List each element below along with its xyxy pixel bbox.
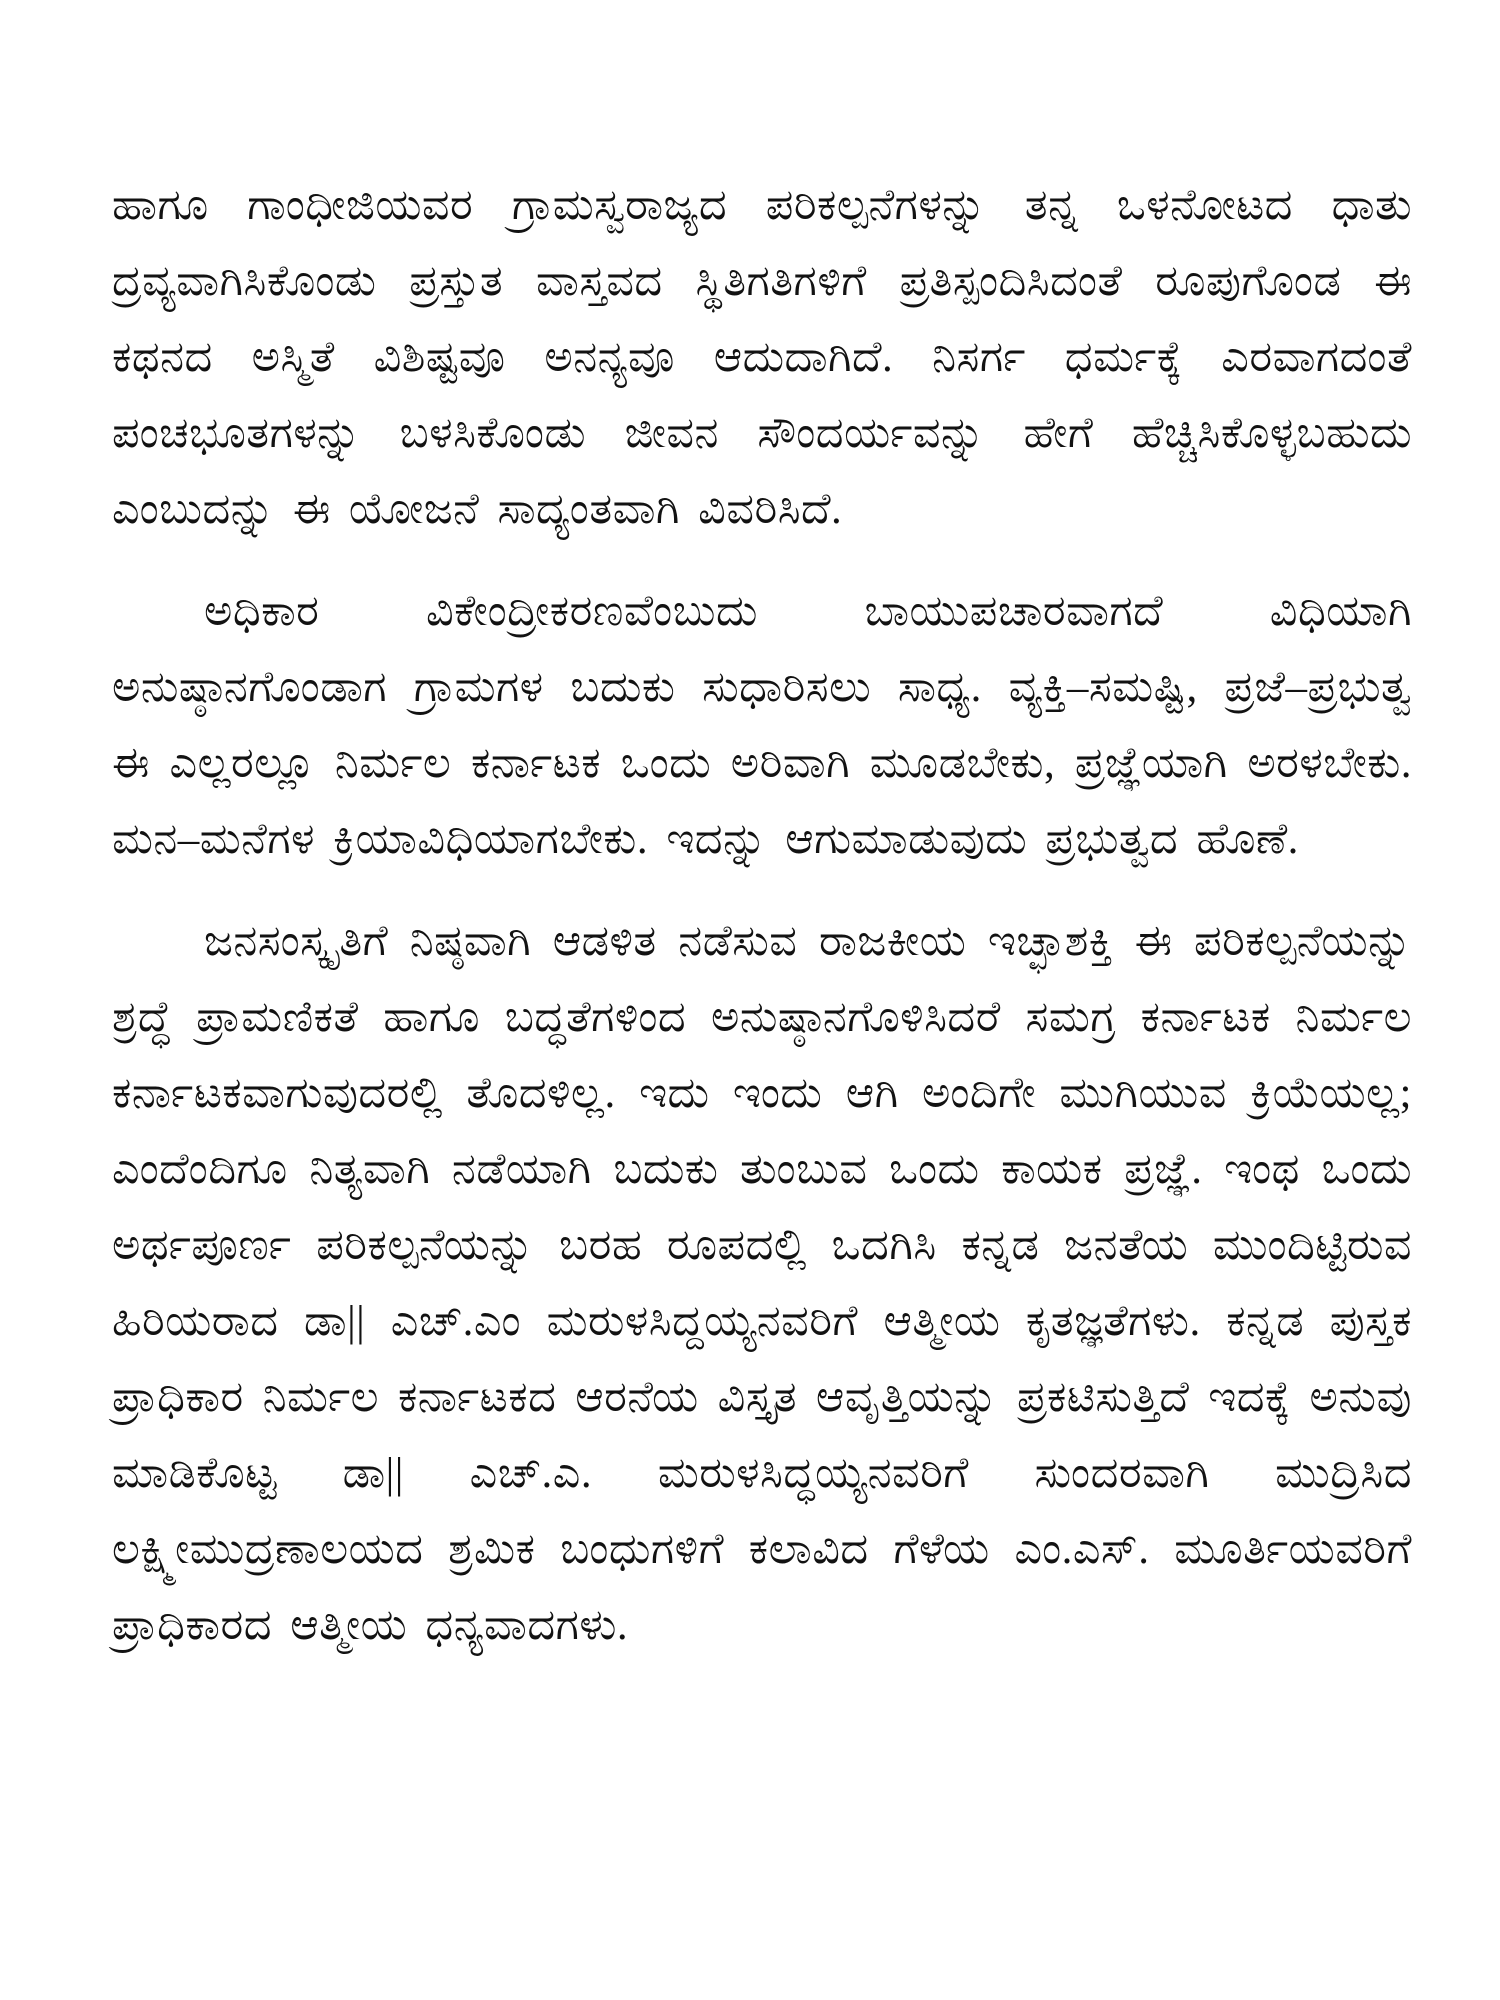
paragraph-3: ಜನಸಂಸ್ಕೃತಿಗೆ ನಿಷ್ಠವಾಗಿ ಆಡಳಿತ ನಡೆಸುವ ರಾಜಕೀಯ ಇಚ್ಛಾಶಕ್ತಿ ಈ ಪರಿಕಲ್ಪನೆಯನ್ನು ಶ್ರದ್ಧೆ ಪ್ರಾಮಣಿಕತೆ ಹಾಗೂ ಬದ್ಧತೆಗಳಿಂದ ಅನುಷ್ಠಾನಗೊಳಿಸಿದರೆ ಸಮಗ್ರ ಕರ್ನಾಟಕ ನಿರ್ಮಲ ಕರ್ನಾಟಕವಾಗುವುದರಲ್ಲಿ ತೊದಳಿಲ್ಲ. ಇದು ಇಂದು ಆಗಿ ಅಂದಿಗೇ ಮುಗಿಯುವ ಕ್ರಿಯೆಯಲ್ಲ; ಎಂದೆಂದಿಗೂ ನಿತ್ಯವಾಗಿ ನಡೆಯಾಗಿ ಬದುಕು ತುಂಬುವ ಒಂದು ಕಾಯಕ ಪ್ರಜ್ಞೆ. ಇಂಥ ಒಂದು ಅರ್ಥಪೂರ್ಣ ಪರಿಕಲ್ಪನೆಯನ್ನು ಬರಹ ರೂಪದಲ್ಲಿ ಒದಗಿಸಿ ಕನ್ನಡ ಜನತೆಯ ಮುಂದಿಟ್ಟಿರುವ ಹಿರಿಯರಾದ ಡಾ|| ಎಚ್.ಎಂ ಮರುಳಸಿದ್ದಯ್ಯನವರಿಗೆ ಆತ್ಮೀಯ ಕೃತಜ್ಞತೆಗಳು. ಕನ್ನಡ ಪುಸ್ತಕ ಪ್ರಾಧಿಕಾರ ನಿರ್ಮಲ ಕರ್ನಾಟಕದ ಆರನೆಯ ವಿಸ್ತೃತ ಆವೃತ್ತಿಯನ್ನು ಪ್ರಕಟಿಸುತ್ತಿದೆ ಇದಕ್ಕೆ ಅನುವು ಮಾಡಿಕೊಟ್ಟ ಡಾ|| ಎಚ್.ಎ. ಮರುಳಸಿದ್ಧಯ್ಯನವರಿಗೆ ಸುಂದರವಾಗಿ ಮುದ್ರಿಸಿದ ಲಕ್ಷ್ಮೀಮುದ್ರಣಾಲಯದ ಶ್ರಮಿಕ ಬಂಧುಗಳಿಗೆ ಕಲಾವಿದ ಗೆಳೆಯ ಎಂ.ಎಸ್. ಮೂರ್ತಿಯವರಿಗೆ ಪ್ರಾಧಿಕಾರದ ಆತ್ಮೀಯ ಧನ್ಯವಾದಗಳು. — [112, 918, 1412, 1649]
paragraph-2: ಅಧಿಕಾರ ವಿಕೇಂದ್ರೀಕರಣವೆಂಬುದು ಬಾಯುಪಚಾರವಾಗದೆ ವಿಧಿಯಾಗಿ ಅನುಷ್ಠಾನಗೊಂಡಾಗ ಗ್ರಾಮಗಳ ಬದುಕು ಸುಧಾರಿಸಲು ಸಾಧ್ಯ. ವ್ಯಕ್ತಿ–ಸಮಷ್ಟಿ, ಪ್ರಜೆ–ಪ್ರಭುತ್ವ ಈ ಎಲ್ಲರಲ್ಲೂ ನಿರ್ಮಲ ಕರ್ನಾಟಕ ಒಂದು ಅರಿವಾಗಿ ಮೂಡಬೇಕು, ಪ್ರಜ್ಞೆಯಾಗಿ ಅರಳಬೇಕು. ಮನ–ಮನೆಗಳ ಕ್ರಿಯಾವಿಧಿಯಾಗಬೇಕು. ಇದನ್ನು ಆಗುಮಾಡುವುದು ಪ್ರಭುತ್ವದ ಹೊಣೆ. — [112, 588, 1412, 863]
body-text — [112, 168, 1412, 1690]
paragraph-1: ಹಾಗೂ ಗಾಂಧೀಜಿಯವರ ಗ್ರಾಮಸ್ವರಾಜ್ಯದ ಪರಿಕಲ್ಪನೆಗಳನ್ನು ತನ್ನ ಒಳನೋಟದ ಧಾತು ದ್ರವ್ಯವಾಗಿಸಿಕೊಂಡು ಪ್ರಸ್ತುತ ವಾಸ್ತವದ ಸ್ಥಿತಿಗತಿಗಳಿಗೆ ಪ್ರತಿಸ್ಪಂದಿಸಿದಂತೆ ರೂಪುಗೊಂಡ ಈ ಕಥನದ ಅಸ್ಮಿತೆ ವಿಶಿಷ್ಟವೂ ಅನನ್ಯವೂ ಆದುದಾಗಿದೆ. ನಿಸರ್ಗ ಧರ್ಮಕ್ಕೆ ಎರವಾಗದಂತೆ ಪಂಚಭೂತಗಳನ್ನು ಬಳಸಿಕೊಂಡು ಜೀವನ ಸೌಂದರ್ಯವನ್ನು ಹೇಗೆ ಹೆಚ್ಚಿಸಿಕೊಳ್ಳಬಹುದು ಎಂಬುದನ್ನು ಈ ಯೋಜನೆ ಸಾದ್ಯಂತವಾಗಿ ವಿವರಿಸಿದೆ. — [112, 182, 1412, 533]
